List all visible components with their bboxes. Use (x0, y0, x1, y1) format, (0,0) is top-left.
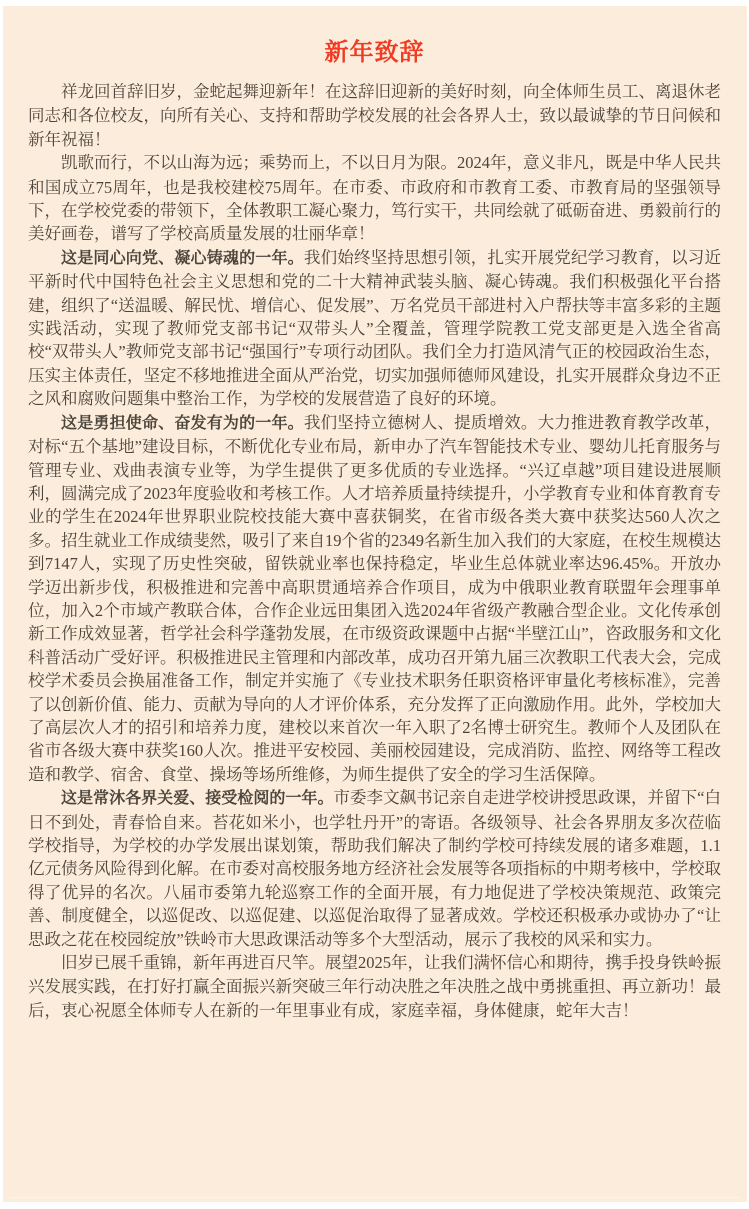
paragraph-closing-wishes (28, 951, 721, 1022)
paragraph-lead: 这是常沐各界关爱、接受检阅的一年。 (61, 790, 334, 808)
page-title: 新年致辞 (324, 39, 425, 66)
paragraph-text: 旧岁已展千重锦，新年再进百尺竿。展望2025年，让我们满怀信心和期待，携手投身铁岭振兴发展实践，在打好打赢全面振兴新突破三年行动决胜之年决胜之战中勇挑重担、再立新功！最后，衷心祝愿全体师专人在新的一年里事业有成，家庭幸福，身体健康，蛇年大吉！ (28, 953, 721, 1020)
paragraph-text: 市委李文飙书记亲自走进学校讲授思政课，并留下“白日不到处，青春恰自来。苔花如米小，也学牡丹开”的寄语。各级领导、社会各界朋友多次莅临学校指导，为学校的办学发展出谋划策，帮助我们解决了制约学校可持续发展的诸多难题，1.1亿元债务风险得到化解。在市委对高校服务地方经济社会发展等各项指标的中期考核中，学校取得了优异的名次。八届市委第九轮巡察工作的全面开展，有力地促进了学校决策规范、政策完善、制度健全，以巡促改、以巡促建、以巡促治取得了显著成效。学校还积极承办或协办了“让思政之花在校园绽放”铁岭市大思政课活动等多个大型活动，展示了我校的风采和实力。 (28, 788, 721, 949)
paragraph-party-building (28, 246, 721, 411)
paragraph-text: 我们始终坚持思想引领，扎实开展党纪学习教育，以习近平新时代中国特色社会主义思想和党的二十大精神武装头脑、凝心铸魂。我们积极强化平台搭建，组织了“送温暖、解民忧、增信心、促发展”、万名党员干部进村入户帮扶等丰富多彩的主题实践活动，实现了教师党支部书记“双带头人”全覆盖，管理学院教工党支部更是入选全省高校“双带头人”教师党支部书记“强国行”专项行动团队。我们全力打造风清气正的校园政治生态，压实主体责任，坚定不移地推进全面从严治党，切实加强师德师风建设，扎实开展群众身边不正之风和腐败问题集中整治工作，为学校的发展营造了良好的环境。 (28, 247, 721, 409)
paragraph-text: 凯歌而行，不以山海为远；乘势而上，不以日月为限。2024年，意义非凡，既是中华人民共和国成立75周年，也是我校建校75周年。在市委、市政府和市教育工委、市教育局的坚强领导下，在学校党委的带领下，全体教职工凝心聚力，笃行实干，共同绘就了砥砺奋进、勇毅前行的美好画卷，谱写了学校高质量发展的壮丽华章！ (28, 153, 721, 244)
content-panel (3, 6, 747, 1202)
paragraph-lead: 这是同心向党、凝心铸魂的一年。 (61, 249, 304, 267)
paragraph-text: 我们坚持立德树人、提质增效。大力推进教育教学改革，对标“五个基地”建设目标，不断优化专业布局，新申办了汽车智能技术专业、婴幼儿托育服务与管理专业、戏曲表演专业等，为学生提供了更多优质的专业选择。“兴辽卓越”项目建设进展顺利，圆满完成了2023年度验收和考核工作。人才培养质量持续提升，小学教育专业和体育教育专业的学生在2024年世界职业院校技能大赛中喜获铜奖，在省市级各类大赛中获奖达560人次之多。招生就业工作成绩斐然，吸引了来自19个省的2349名新生加入我们的大家庭，在校生规模达到7147人，实现了历史性突破，留铁就业率也保持稳定，毕业生总体就业率达96.45%。开放办学迈出新步伐，积极推进和完善中高职贯通培养合作项目，成为中俄职业教育联盟年会理事单位，加入2个市域产教联合体，合作企业远田集团入选2024年省级产教融合型企业。文化传承创新工作成效显著，哲学社会科学蓬勃发展，在市级资政课题中占据“半壁江山”，咨政服务和文化科普活动广受好评。积极推进民主管理和内部改革，成功召开第九届三次教职工代表大会，完成校学术委员会换届准备工作，制定并实施了《专业技术职务任职资格评审量化考核标准》，完善了以创新价值、能力、贡献为导向的人才评价体系，充分发挥了正向激励作用。此外，学校加大了高层次人才的招引和培养力度，建校以来首次一年入职了2名博士研究生。教师个人及团队在省市各级大赛中获奖160人次。推进平安校园、美丽校园建设，完成消防、监控、网络等工程改造和教学、宿舍、食堂、操场等场所维修，为师生提供了安全的学习生活保障。 (28, 412, 721, 784)
bottom-divider-line (9, 1197, 741, 1198)
paragraph-lead: 这是勇担使命、奋发有为的一年。 (61, 414, 304, 432)
paragraph-text: 祥龙回首辞旧岁，金蛇起舞迎新年！在这辞旧迎新的美好时刻，向全体师生员工、离退休老同志和各位校友，向所有关心、支持和帮助学校发展的社会各界人士，致以最诚挚的节日问候和新年祝福！ (28, 82, 721, 149)
paragraph-achievements (28, 411, 721, 787)
paragraph-overview (28, 151, 721, 246)
paragraph-greeting (28, 80, 721, 151)
paragraph-support-inspection (28, 786, 721, 951)
document-body (28, 80, 721, 1022)
